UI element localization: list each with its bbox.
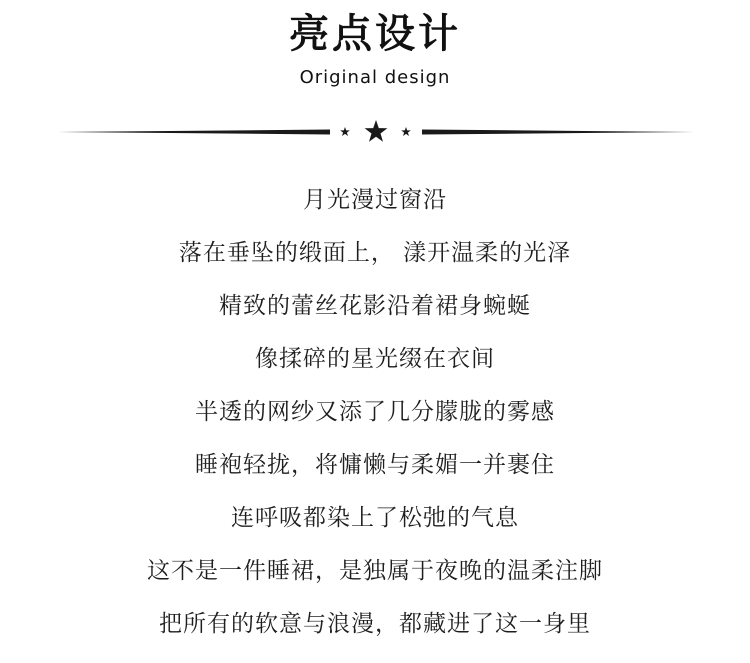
poem-line: 像揉碎的星光缀在衣间 (255, 346, 495, 372)
poem-line: 精致的蕾丝花影沿着裙身蜿蜒 (219, 293, 531, 319)
star-divider (58, 118, 694, 146)
poem-lines (0, 174, 750, 651)
small-star-icon (401, 127, 411, 136)
poem-line: 月光漫过窗沿 (303, 187, 447, 213)
large-star-icon (365, 120, 388, 142)
poem-line: 这不是一件睡裙，是独属于夜晚的温柔注脚 (147, 558, 603, 584)
poem-line: 落在垂坠的缎面上， 漾开温柔的光泽 (178, 240, 572, 266)
divider-right-line (422, 130, 694, 135)
page-title: 亮点设计 (289, 10, 461, 57)
star-divider-graphic (58, 118, 694, 146)
poem-line: 连呼吸都染上了松弛的气息 (231, 505, 519, 531)
poem-line: 半透的网纱又添了几分朦胧的雾感 (195, 399, 555, 425)
page-subtitle: Original design (299, 67, 451, 88)
poem-line: 把所有的软意与浪漫，都藏进了这一身里 (159, 611, 591, 637)
poem-line: 睡袍轻拢，将慵懒与柔媚一并裹住 (195, 452, 555, 478)
divider-left-line (58, 130, 330, 135)
small-star-icon (340, 127, 350, 136)
